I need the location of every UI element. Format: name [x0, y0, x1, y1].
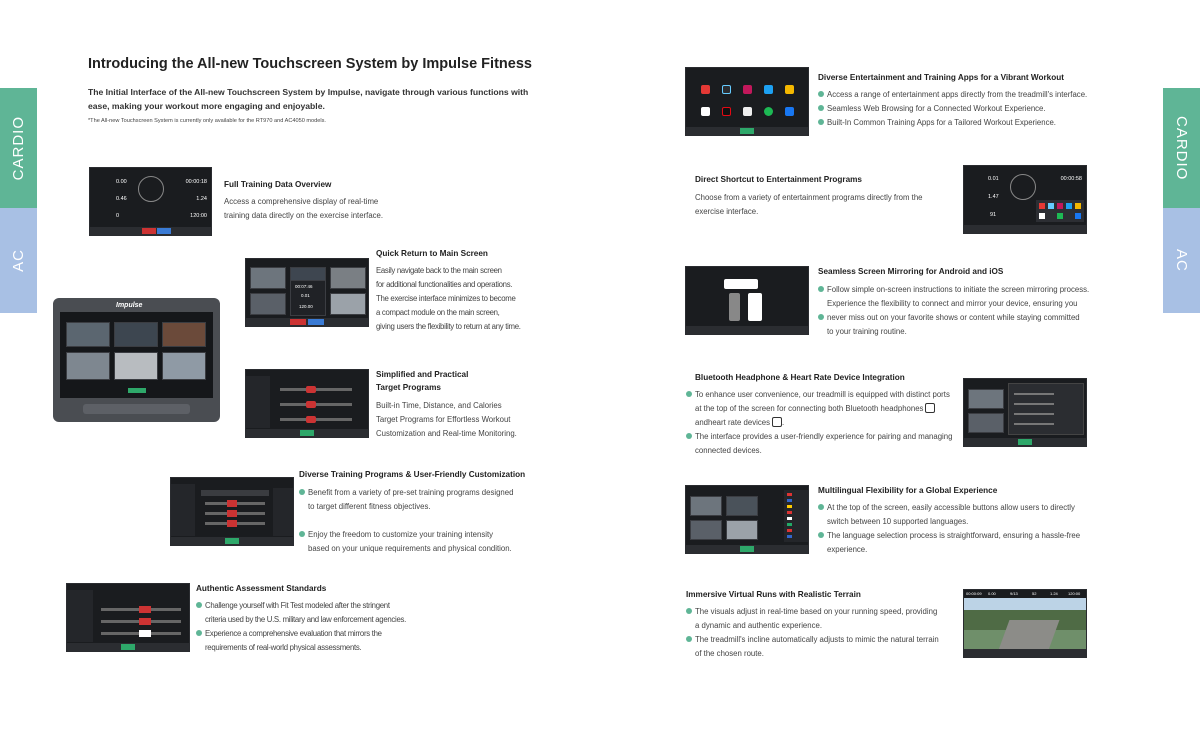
feature-title: Direct Shortcut to Entertainment Programs: [695, 175, 862, 184]
feature-desc: Easily navigate back to the main screen for additional functionalities and operations. The exercise interface minimizes to become a compact module on the main screen, giving users the flexibility to return at any time.: [376, 266, 521, 331]
facebook-icon: [785, 107, 794, 116]
screen-virtual-run: 00:00:09 0.00 9/13 52 1.24 120:00: [963, 589, 1087, 658]
twitter-icon: [764, 85, 773, 94]
impulse-logo: Impulse: [116, 302, 143, 309]
screen-mirroring: [685, 266, 809, 335]
feature-title: Seamless Screen Mirroring for Android and iOS: [818, 267, 1004, 276]
availability-note: *The All-new Touchscreen System is currently only available for the RT970 and AC4050 models.: [88, 118, 326, 124]
side-tab-ac-right: AC: [1163, 208, 1200, 313]
screen-bluetooth: [963, 378, 1087, 447]
feature-desc: Access a range of entertainment apps directly from the treadmill's interface. Seamless Web Browsing for a Connected Workout Experience. Built-In Common Training Apps for a Tailored Workout Experience.: [818, 88, 1087, 130]
feature-desc: Built-in Time, Distance, and Calories Target Programs for Effortless Workout Customization and Real-time Monitoring.: [376, 401, 517, 438]
screen-full-training-data: 0.00 00:00:18 0.46 1.24 0 120:00: [89, 167, 212, 236]
phone-image: [729, 293, 740, 321]
headphone-icon: [925, 403, 935, 413]
side-tab-cardio-right: CARDIO: [1163, 88, 1200, 208]
screen-entertainment-shortcut: 0.01 00:00:58 1.47 91: [963, 165, 1087, 234]
feature-title: Multilingual Flexibility for a Global Experience: [818, 486, 998, 495]
app-icon: [743, 107, 752, 116]
feature-desc: To enhance user convenience, our treadmill is equipped with distinct ports at the top of the screen for connecting both Bluetooth headphones andheart rate devices . The interface provides a user-friendly experience for pairing and managing connected devices.: [686, 388, 952, 458]
screen-fit-test: [66, 583, 190, 652]
console-screen: [60, 312, 213, 398]
screen-entertainment-apps: [685, 67, 809, 136]
feature-title: Diverse Training Programs & User-Friendly Customization: [299, 470, 526, 479]
netflix-icon: [722, 107, 731, 116]
feature-title: Bluetooth Headphone & Heart Rate Device Integration: [695, 373, 905, 382]
instagram-icon: [743, 85, 752, 94]
road-image: [999, 620, 1060, 650]
side-tab-ac-left: AC: [0, 208, 37, 313]
feature-desc: Benefit from a variety of pre-set training programs designed to target different fitness objectives. Enjoy the freedom to customize your training intensity based on your unique requirements and physical condition.: [299, 486, 513, 556]
screen-training-programs: [170, 477, 294, 546]
side-tab-cardio-left: CARDIO: [0, 88, 37, 208]
feature-desc: The visuals adjust in real-time based on your running speed, providing a dynamic and authentic experience. The treadmill's incline automatically adjusts to mimic the natural terrain of the chosen route.: [686, 605, 939, 661]
feature-title: Full Training Data Overview: [224, 180, 332, 189]
chrome-icon: [701, 107, 710, 116]
youtube-icon: [701, 85, 710, 94]
feature-title: Immersive Virtual Runs with Realistic Terrain: [686, 590, 861, 599]
page-title: Introducing the All-new Touchscreen System by Impulse Fitness: [88, 56, 532, 72]
heart-rate-icon: [772, 417, 782, 427]
feature-desc: At the top of the screen, easily accessible buttons allow users to directly switch between 10 supported languages. The language selection process is straightforward, ensuring a hassle-free experience.: [818, 501, 1080, 557]
screen-quick-return: 00:07:46 0.01 120.00: [245, 258, 369, 327]
feature-title: Diverse Entertainment and Training Apps for a Vibrant Workout: [818, 73, 1064, 82]
language-list: [784, 490, 808, 542]
intro-text: The Initial Interface of the All-new Touchscreen System by Impulse, navigate through various functions with ease, making your workout more engaging and enjoyable.: [88, 87, 529, 111]
spotify-icon: [764, 107, 773, 116]
globe-icon: [722, 85, 731, 94]
screen-target-programs: [245, 369, 369, 438]
feature-desc: Follow simple on-screen instructions to initiate the screen mirroring process. Experience the flexibility to connect and mirror your device, ensuring you never miss out on your favorite shows or content while staying committed to your training routine.: [818, 283, 1089, 339]
screen-language: [685, 485, 809, 554]
treadmill-console-image: [53, 298, 220, 422]
feature-title: Simplified and Practical Target Programs: [376, 370, 469, 392]
feature-desc: Access a comprehensive display of real-time training data directly on the exercise interface.: [224, 197, 384, 220]
feature-desc: Challenge yourself with Fit Test modeled after the stringent criteria used by the U.S. military and law enforcement agencies. Experience a comprehensive evaluation that mirrors the requirements of real-world physical assessments.: [196, 599, 406, 655]
feature-title: Authentic Assessment Standards: [196, 584, 327, 593]
app-icon: [785, 85, 794, 94]
feature-title: Quick Return to Main Screen: [376, 249, 488, 258]
feature-desc: Choose from a variety of entertainment programs directly from the exercise interface.: [695, 193, 923, 216]
phone-image: [748, 293, 762, 321]
